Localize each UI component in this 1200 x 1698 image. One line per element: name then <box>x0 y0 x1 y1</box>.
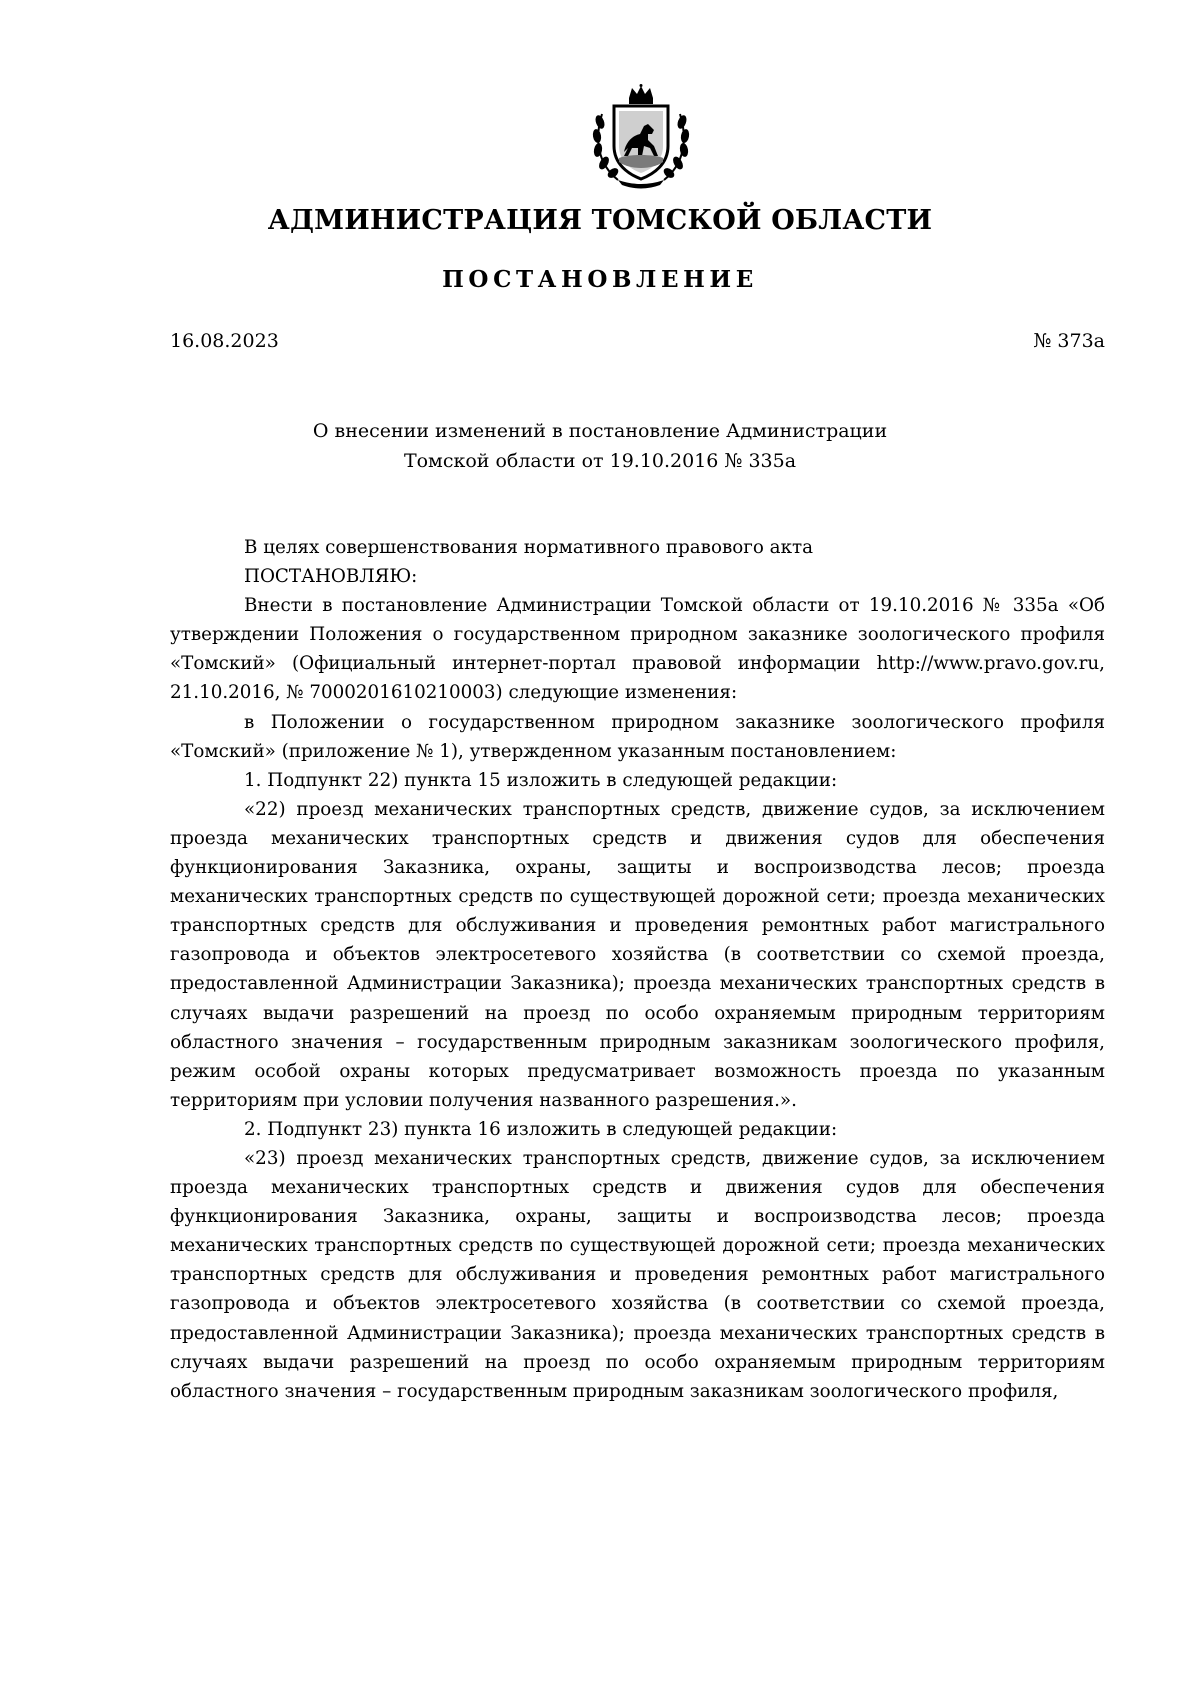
document-number: № 373а <box>1033 330 1105 352</box>
subject-line-2: Томской области от 19.10.2016 № 335а <box>403 450 797 472</box>
amendment-intro-paragraph: Внести в постановление Администрации Томской области от 19.10.2016 № 335а «Об утверждении Положения о государственном природном заказнике зоологического профиля «Томский» (Официальный интернет-портал правовой информации http://www.pravo.gov.ru, 21.10.2016, № 7000201610210003) следующие изменения: <box>170 595 1105 704</box>
subject-line-1: О внесении изменений в постановление Администрации <box>312 420 888 442</box>
document-date: 16.08.2023 <box>170 330 279 352</box>
item-2-heading: 2. Подпункт 23) пункта 16 изложить в следующей редакции: <box>244 1118 838 1140</box>
subitem-22-text: «22) проезд механических транспортных средств, движение судов, за исключением проезда механических транспортных средств и движения судов для обеспечения функционирования Заказника, охраны, защиты и воспроизводства лесов; проезда механических транспортных средств по существующей дорожной сети; проезда механических транспортных средств для обслуживания и проведения ремонтных работ магистрального газопровода и объектов электросетевого хозяйства (в соответствии со схемой проезда, предоставленной Администрации Заказника); проезда механических транспортных средств в случаях выдачи разрешений на проезд по особо охраняемым природным территориям областного значения – государственным природным заказникам зоологического профиля, режим особой охраны которых предусматривает возможность проезда по указанным территориям при условии получения названного разрешения.». <box>170 798 1105 1111</box>
subitem-23-text: «23) проезд механических транспортных средств, движение судов, за исключением проезда механических транспортных средств и движения судов для обеспечения функционирования Заказника, охраны, защиты и воспроизводства лесов; проезда механических транспортных средств по существующей дорожной сети; проезда механических транспортных средств для обслуживания и проведения ремонтных работ магистрального газопровода и объектов электросетевого хозяйства (в соответствии со схемой проезда, предоставленной Администрации Заказника); проезда механических транспортных средств в случаях выдачи разрешений на проезд по особо охраняемым природным территориям областного значения – государственным природным заказникам зоологического профиля, <box>170 1147 1105 1402</box>
preamble-paragraph: В целях совершенствования нормативного правового акта <box>244 537 814 558</box>
coat-of-arms-icon <box>588 84 694 190</box>
item-1-heading: 1. Подпункт 22) пункта 15 изложить в следующей редакции: <box>244 769 838 791</box>
document-body <box>170 533 1105 1406</box>
resolution-keyword: ПОСТАНОВЛЯЮ: <box>244 566 418 588</box>
organization-title: АДМИНИСТРАЦИЯ ТОМСКОЙ ОБЛАСТИ <box>267 205 933 236</box>
document-type-title: ПОСТАНОВЛЕНИЕ <box>442 266 758 293</box>
regulation-reference-paragraph: в Положении о государственном природном заказнике зоологического профиля «Томский» (приложение № 1), утвержденном указанным постановлением: <box>170 711 1105 762</box>
document-subject <box>0 416 1200 476</box>
